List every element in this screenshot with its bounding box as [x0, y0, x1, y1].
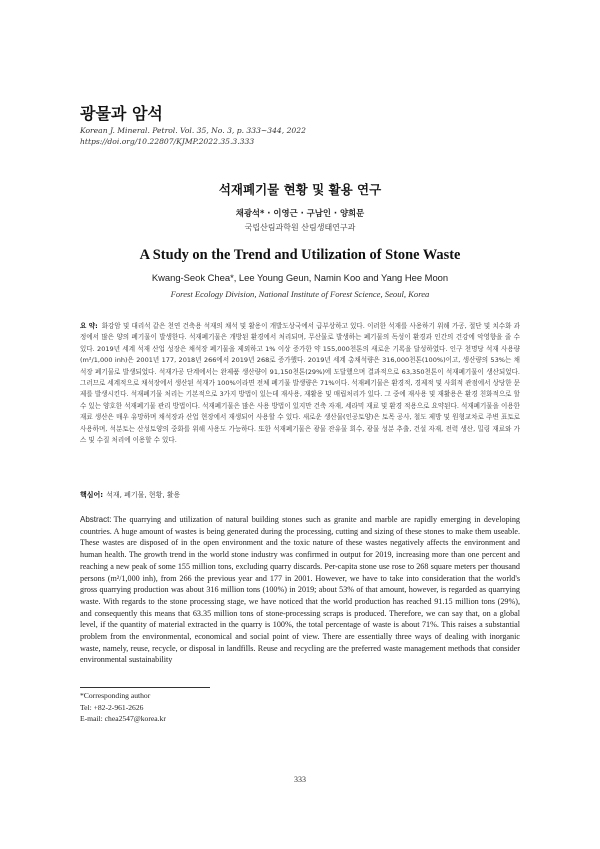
abstract-korean-text: 화강암 및 대리석 같은 천연 건축용 석재의 채석 및 활용이 개발도상국에서 급부상하고 있다. 이러한 석재를 사용하기 위해 가공, 절단 및 치수화 과정에서 많은 양의 폐기물이 발생한다. 석재폐기물은 개방된 환경에서 처리되며, 무산물로 발생하는 폐기물의 독성이 환경과 인간의 건강에 악영향을 줄 수 있다. 2019년 세계 석재 산업 성장은 채석장 폐기물을 제외하고 1% 이상 증가한 약 155,000천톤의 새로운 기록을 달성하였다. 인구 천명당 석재 사용량(m²/1,000 inh)은 2001년 177, 2018년 266에서 2019년 268로 증가했다. 2019년 세계 총채석량은 316,000천톤(100%)이고, 생산량의 53%는 채석장 폐기물로 발생되었다. 석재가공 단계에서는 완제품 생산량이 91,150천톤(29%)에 도달했으며 결과적으로 63,350천톤이 석재폐기물이 생산되었다. 그러므로 세계적으로 채석장에서 생산된 석재가 100%이라면 전체 폐기물 발생량은 71%이다. 석재폐기물은 환경적, 경제적 및 사회적 관점에서 상당한 문제를 발생시킨다. 석재폐기물 처리는 기본적으로 3가지 방법이 있는데 재사용, 재활용 및 매립처리가 있다. 그 중에 재사용 및 재활용은 환경 친화적으로 할 수 있는 양호한 석재폐기물 관리 방법이다. 석재폐기물은 많은 사용 방법이 있지만 건축 자재, 세라믹 재료 및 환경 적용으로 요약된다. 석재폐기물을 이용한 재료 생산은 매우 유망하며 채석장과 산업 현장에서 재생되어 사용할 수 있다. 새로운 생산물(인공토양)은 토목 공사, 철도 제방 및 원형교차로 주변 표토로 사용하며, 석분토는 산성토양의 중화를 위해 사용도 가능하다. 또한 석재폐기물은 광물 잔유물 회수, 광물 성분 추출, 건설 자재, 전력 생산, 밀링 재료와 가스 및 수질 처리에 이용할 수 있다. [80, 322, 520, 445]
page-number: 333 [294, 775, 306, 784]
footnote-divider [80, 687, 210, 688]
article-title-korean: 석재폐기물 현황 및 활용 연구 [218, 182, 382, 197]
keywords-korean-label: 핵심어: [80, 491, 104, 499]
authors-english: Kwang-Seok Chea*, Lee Young Geun, Namin Koo and Yang Hee Moon [151, 272, 449, 283]
author-email[interactable]: E-mail: chea2547@korea.kr [80, 714, 166, 724]
article-title-english: A Study on the Trend and Utilization of Stone Waste [139, 247, 461, 263]
affiliation-english: Forest Ecology Division, National Institute of Forest Science, Seoul, Korea [170, 289, 430, 299]
journal-name: 광물과 암석 [80, 104, 163, 123]
abstract-english-label: Abstract: [80, 515, 112, 524]
abstract-korean-label: 요 약: [80, 322, 98, 330]
journal-meta [80, 125, 520, 147]
affiliation-korean: 국립산림과학원 산림생태연구과 [244, 223, 356, 232]
corresponding-author-note: *Corresponding author [80, 691, 151, 700]
keywords-korean [80, 490, 520, 500]
authors-korean: 채광석* · 이영근 · 구남인 · 양희문 [235, 208, 365, 218]
author-telephone: Tel: +82-2-961-2626 [80, 702, 144, 712]
journal-doi[interactable]: https://doi.org/10.22807/KJMP.2022.35.3.333 [80, 137, 255, 146]
abstract-english [80, 514, 520, 666]
abstract-english-text: The quarrying and utilization of natural building stones such as granite and marble are rapidly emerging in developing countries. A huge amount of wastes is being generated during the processing, cutting and sizing of these stones to make them useable. These wastes are disposed of in the open environment and the toxic nature of these wastes negatively affects the environment and human health. The growth trend in the world stone industry was confirmed in output for 2019, increasing more than one percent and reaching a new peak of some 155 million tons, excluding quarry discards. Per-capita stone use rose to 268 square meters per thousand persons (m²/1,000 inh), from 266 the previous year and 177 in 2001. However, we have to take into consideration that the world's gross quarrying production was about 316 million tons (100%) in 2019; about 53% of that amount, however, is regarded as quarrying waste. With regards to the stone processing stage, we have noticed that the world production has reached 91.15 million tons (29%), and consequently this means that 63.35 million tons of stone-processing scraps is produced. Therefore, we can say that, on a global level, if the quantity of material extracted in the quarry is 100%, the total percentage of waste is about 71%. This raises a substantial problem from the environmental, economical and social point of view. There are essentially three ways of dealing with inorganic waste, namely, reuse, recycle, or disposal in landfills. Reuse and recycling are the preferred waste management methods that consider environmental sustainability [80, 515, 520, 665]
keywords-korean-text: 석재, 폐기물, 현황, 활용 [106, 491, 181, 499]
journal-citation: Korean J. Mineral. Petrol. Vol. 35, No. 3, p. 333~344, 2022 [80, 126, 306, 135]
footnote [80, 690, 380, 725]
abstract-korean [80, 321, 520, 446]
